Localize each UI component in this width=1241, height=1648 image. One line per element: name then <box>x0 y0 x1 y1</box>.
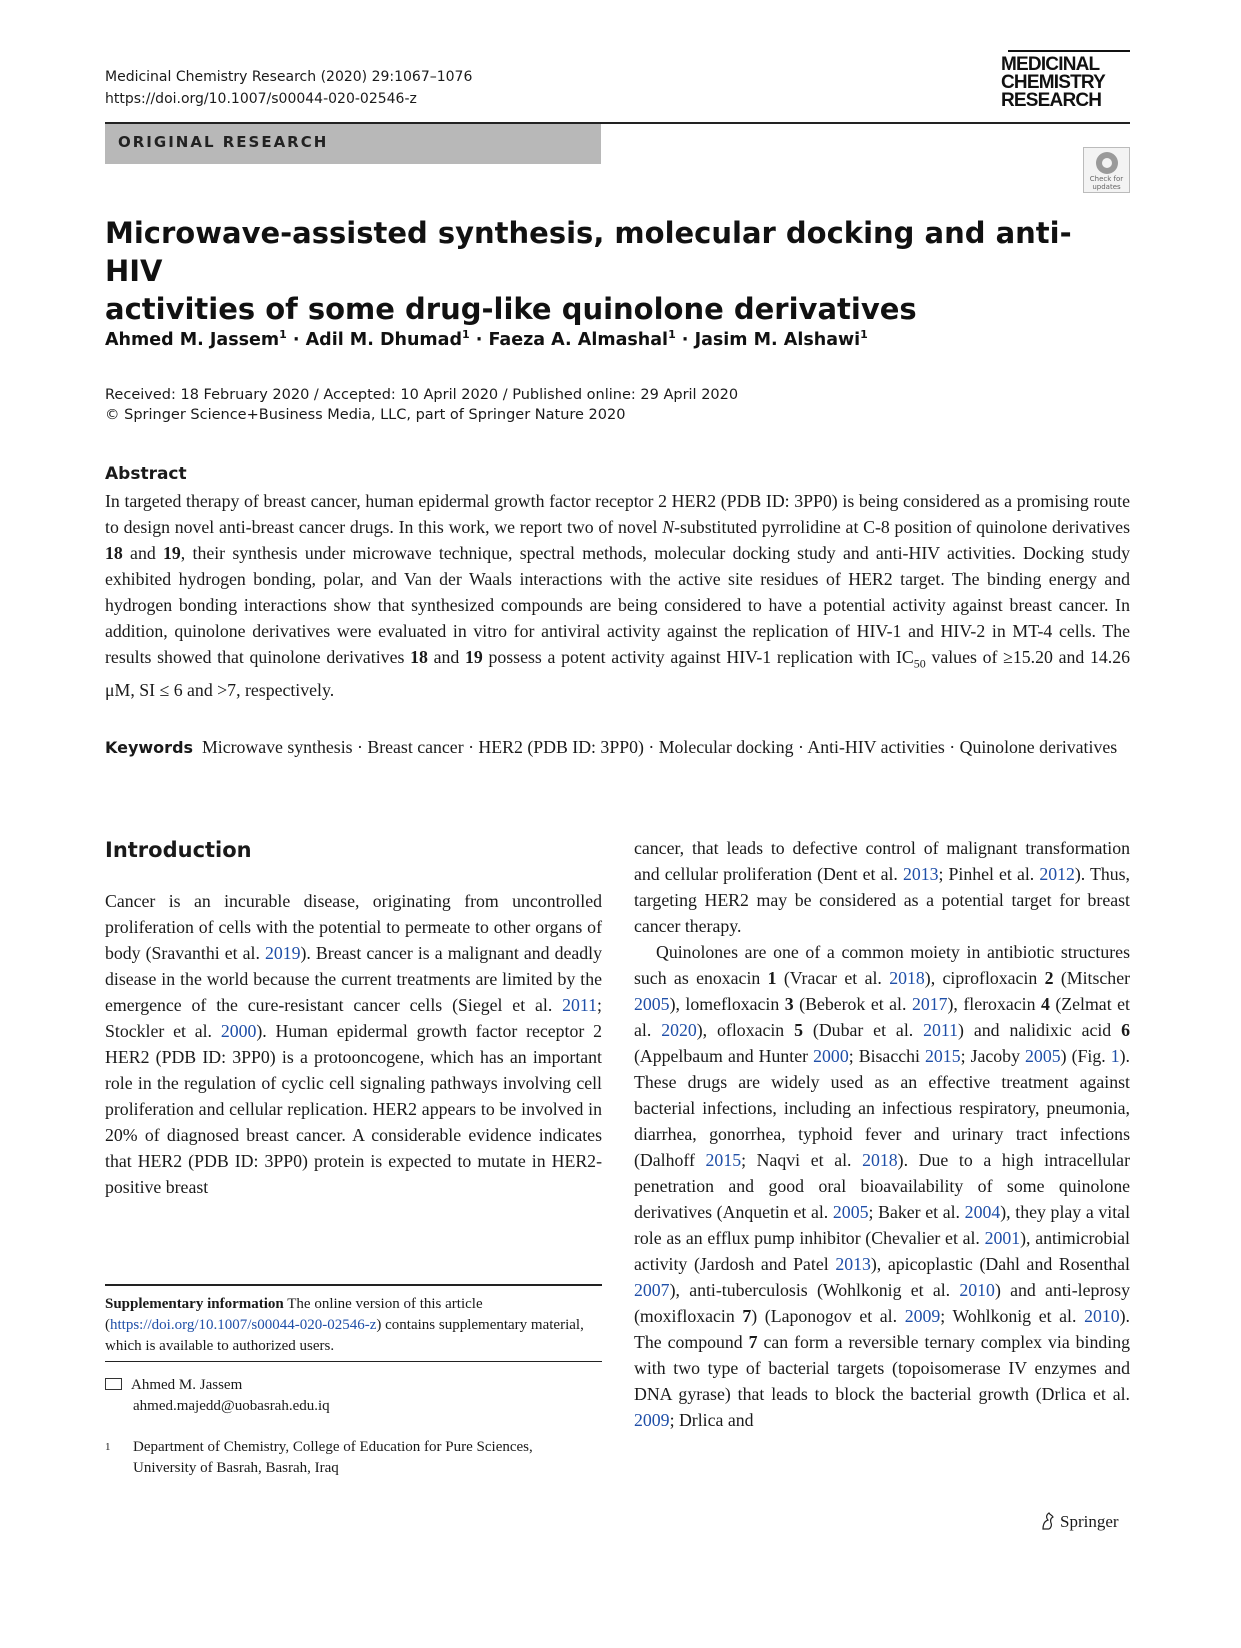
affiliation-number: 1 <box>105 1441 111 1453</box>
supplementary-info: Supplementary information The online version of this article (https://doi.org/10.1007/s00044-020-02546-z) contains supplementary material, which is available to authorized users. <box>105 1296 584 1354</box>
author-name[interactable]: Faeza A. Almashal <box>488 329 669 350</box>
citation-link[interactable]: 2019 <box>264 943 301 963</box>
footnote-rule <box>105 1284 602 1286</box>
journal-citation: Medicinal Chemistry Research (2020) 29:1067–1076 <box>105 69 473 85</box>
citation-link[interactable]: 2011 <box>562 995 598 1015</box>
footnote-divider <box>105 1361 602 1362</box>
logo-line: MEDICINAL <box>1001 54 1100 75</box>
citation-link[interactable]: 2010 <box>1084 1306 1120 1326</box>
citation-link[interactable]: 2009 <box>904 1306 941 1326</box>
author-name[interactable]: Ahmed M. Jassem <box>105 329 280 350</box>
citation-link[interactable]: 2000 <box>220 1021 257 1041</box>
affiliation-marker: 1 <box>461 328 470 341</box>
author-list: Ahmed M. Jassem$^1$ · Adil M. Dhumad$^1$ · Faeza A. Almashal$^1$ · Jasim M. Alshawi$^1$ <box>105 328 868 350</box>
affiliation-marker: 1 <box>668 328 676 341</box>
supplementary-link[interactable]: https://doi.org/10.1007/s00044-020-02546-z <box>110 1317 377 1333</box>
citation-link[interactable]: 2005 <box>832 1202 869 1222</box>
author-name[interactable]: Jasim M. Alshawi <box>694 329 861 350</box>
figure-link[interactable]: 1 <box>1110 1046 1120 1066</box>
citation-link[interactable]: 2015 <box>925 1046 961 1066</box>
citation-link[interactable]: 2018 <box>889 968 925 988</box>
citation-link[interactable]: 2000 <box>813 1046 849 1066</box>
copyright-line: © Springer Science+Business Media, LLC, part of Springer Nature 2020 <box>105 407 626 423</box>
citation-link[interactable]: 2013 <box>902 864 939 884</box>
abstract-text: In targeted therapy of breast cancer, human epidermal growth factor receptor 2 HER2 (PDB ID: 3PP0) is being considered as a promising route to design novel anti-breast cancer drugs. In this work, we report two of novel N-substituted pyrrolidine at C-8 position of quinolone derivatives 18 and 19, their synthesis under microwave technique, spectral methods, molecular docking study and anti-HIV activities. Docking study exhibited hydrogen bonding, polar, and Van der Waals interactions with the active site residues of HER2 target. The binding energy and hydrogen bonding interactions show that synthesized compounds are being considered to have a potential activity against breast cancer. In addition, quinolone derivatives were evaluated in vitro for antiviral activity against the replication of HIV-1 and HIV-2 in MT-4 cells. The results showed that quinolone derivatives 18 and 19 possess a potent activity against HIV-1 replication with $IC_{50}$ values of ≥15.20 and 14.26 μM, SI ≤ 6 and >7, respectively. <box>105 491 1130 700</box>
logo-line: RESEARCH <box>1001 90 1102 111</box>
author-name[interactable]: Adil M. Dhumad <box>305 329 462 350</box>
check-updates-caption: updates <box>1092 183 1121 191</box>
springer-horse-icon <box>1040 1512 1056 1530</box>
journal-header <box>105 66 472 110</box>
title-line: activities of some drug-like quinolone derivatives <box>105 292 917 326</box>
supplementary-label: Supplementary information <box>105 1296 284 1312</box>
publisher-name: Springer <box>1060 1512 1119 1531</box>
affiliation-text: Department of Chemistry, College of Education for Pure Sciences, University of Basrah, Basrah, Iraq <box>133 1439 533 1476</box>
introduction-left-column: Cancer is an incurable disease, originating from uncontrolled proliferation of cells with the potential to permeate to other organs of body (Sravanthi et al. 2019). Breast cancer is a malignant and deadly disease in the world because the current treatments are limited by the emergence of the cure-resistant cancer cells (Siegel et al. 2011; Stockler et al. 2000). Human epidermal growth factor receptor 2 HER2 (PDB ID: 3PP0) is a protooncogene, which has an important role in the regulation of cyclic cell signaling pathways involving cell proliferation and cellular replication. HER2 appears to be involved in 20% of diagnosed breast cancer. A considerable evidence indicates that HER2 (PDB ID: 3PP0) protein is expected to mutate in HER2-positive breast <box>105 891 603 1197</box>
citation-link[interactable]: 2010 <box>959 1280 995 1300</box>
citation-link[interactable]: 2017 <box>911 994 948 1014</box>
affiliation-marker: 1 <box>860 328 868 341</box>
title-line: Microwave-assisted synthesis, molecular docking and anti-HIV <box>105 216 1072 288</box>
citation-link[interactable]: 2004 <box>964 1202 1001 1222</box>
affiliation-marker: 1 <box>279 328 287 341</box>
citation-link[interactable]: 2013 <box>835 1254 871 1274</box>
citation-link[interactable]: 2012 <box>1039 864 1075 884</box>
citation-link[interactable]: 2005 <box>1025 1046 1061 1066</box>
logo-line: CHEMISTRY <box>1001 72 1105 93</box>
citation-link[interactable]: 2018 <box>862 1150 898 1170</box>
publication-dates <box>105 385 738 425</box>
citation-link[interactable]: 2011 <box>923 1020 959 1040</box>
corresponding-email[interactable]: ahmed.majedd@uobasrah.edu.iq <box>133 1398 330 1414</box>
check-for-updates-badge[interactable] <box>1083 147 1130 193</box>
paragraph: Quinolones are one of a common moiety in antibiotic structures such as enoxacin 1 (Vracar et al. 2018), ciprofloxacin 2 (Mitscher 2005), lomefloxacin 3 (Beberok et al. 2017), fleroxacin 4 (Zelmat et al. 2020), ofloxacin 5 (Dubar et al. 2011) and nalidixic acid 6 (Appelbaum and Hunter 2000; Bisacchi 2015; Jacoby 2005) (Fig. 1). These drugs are widely used as an effective treatment against bacterial infections, including an infectious respiratory, pneumonia, diarrhea, gonorrhea, typhoid fever and urinary tract infections (Dalhoff 2015; Naqvi et al. 2018). Due to a high intracellular penetration and good oral bioavailability of some quinolone derivatives (Anquetin et al. 2005; Baker et al. 2004), they play a vital role as an efflux pump inhibitor (Chevalier et al. 2001), antimicrobial activity (Jardosh and Patel 2013), apicoplastic (Dahl and Rosenthal 2007), anti-tuberculosis (Wohlkonig et al. 2010) and anti-leprosy (moxifloxacin 7) (Laponogov et al. 2009; Wohlkonig et al. 2010). The compound 7 can form a reversible ternary complex via binding with two type of bacterial targets (topoisomerase IV enzymes and DNA gyrase) that leads to block the bacterial growth (Drlica et al. 2009; Drlica and <box>634 942 1131 1430</box>
introduction-heading: Introduction <box>105 838 252 862</box>
section-label: ORIGINAL RESEARCH <box>105 124 601 164</box>
corresponding-author <box>105 1375 602 1417</box>
affiliation <box>105 1437 602 1479</box>
introduction-right-column <box>634 835 1130 1433</box>
citation-link[interactable]: 2020 <box>661 1020 697 1040</box>
email-envelope-icon <box>105 1378 122 1390</box>
doi-link[interactable]: https://doi.org/10.1007/s00044-020-02546-z <box>105 91 417 107</box>
keywords-text: Microwave synthesis · Breast cancer · HER2 (PDB ID: 3PP0) · Molecular docking · Anti-HIV activities · Quinolone derivatives <box>201 737 1118 757</box>
check-updates-icon <box>1096 152 1118 174</box>
check-updates-caption: Check for <box>1089 175 1124 183</box>
citation-link[interactable]: 2015 <box>705 1150 742 1170</box>
paragraph: cancer, that leads to defective control of malignant transformation and cellular proliferation (Dent et al. 2013; Pinhel et al. 2012). Thus, targeting HER2 may be considered as a potential target for breast cancer therapy. <box>634 838 1131 936</box>
keywords <box>105 734 1130 761</box>
article-title <box>105 214 1105 328</box>
citation-link[interactable]: 2009 <box>634 1410 670 1430</box>
citation-link[interactable]: 2001 <box>984 1228 1021 1248</box>
corresponding-name: Ahmed M. Jassem <box>131 1377 243 1393</box>
journal-logo <box>1001 56 1131 110</box>
citation-link[interactable]: 2005 <box>634 994 670 1014</box>
publisher-logo <box>1040 1510 1119 1534</box>
abstract-heading: Abstract <box>105 464 187 484</box>
logo-rule <box>1008 50 1130 52</box>
keywords-label: Keywords <box>105 738 194 757</box>
citation-link[interactable]: 2007 <box>634 1280 670 1300</box>
dates-line: Received: 18 February 2020 / Accepted: 10 April 2020 / Published online: 29 April 2020 <box>105 387 739 403</box>
